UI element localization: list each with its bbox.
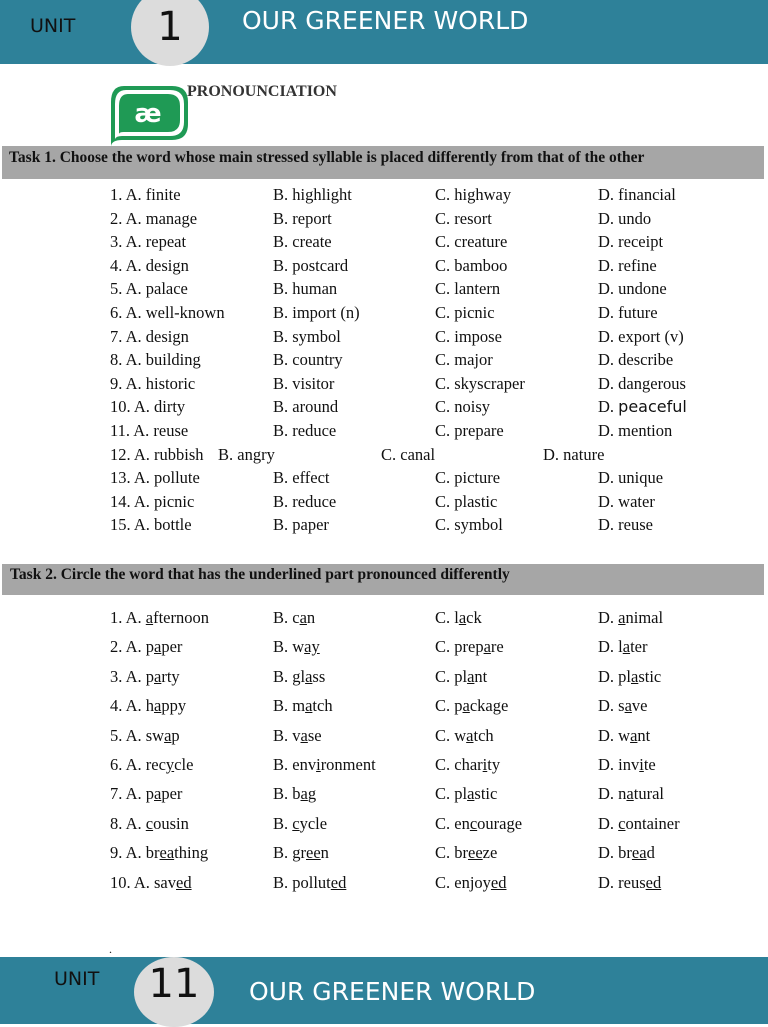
task1-option-d[interactable]: D. water [598,491,655,511]
task1-option-d[interactable]: D. future [598,303,658,322]
task2-question-row [0,755,768,777]
underlined-part: ed [490,872,507,892]
underlined-part: ed [330,872,347,892]
underlined-part: c [145,813,154,833]
task1-option-b[interactable]: B. reduce [273,491,337,511]
task1-option-b[interactable]: B. postcard [273,255,349,275]
underlined-part: a [300,725,308,745]
underlined-part: a [154,637,162,657]
task1-option-d[interactable]: D. unique [598,468,664,488]
task1-option-b[interactable]: B. around [273,397,339,417]
task2-option-d[interactable]: D. bread [598,843,655,863]
task1-question-row [0,327,768,349]
task2-question-row [0,637,768,659]
underlined-part: a [483,637,491,657]
task1-option-a[interactable]: 1. A. finite [110,185,181,204]
task1-option-a[interactable]: 4. A. design [110,255,189,275]
task1-option-a[interactable]: 3. A. repeat [110,232,187,252]
task1-option-c[interactable]: C. prepare [435,421,504,440]
underlined-part: a [154,696,162,716]
underlined-part: c [469,813,478,833]
task2-question-row [0,608,768,630]
task2-option-d[interactable]: D. reused [598,872,662,892]
task1-option-c[interactable]: C. resort [435,208,492,228]
underlined-part: a [458,608,467,627]
task2-option-a[interactable]: 10. A. saved [110,872,192,892]
task2-question-row [0,843,768,865]
task1-option-d[interactable]: D. reuse [598,515,653,535]
task1-option-a[interactable]: 11. A. reuse [110,421,189,440]
unit-title: OUR GREENER WORLD [242,6,529,35]
underlined-part: ea [159,843,175,863]
task2-option-c[interactable]: C. prepare [435,637,504,657]
task2-option-a[interactable]: 1. A. afternoon [110,608,209,627]
task2-option-c[interactable]: C. plastic [435,784,498,804]
underlined-part: a [299,608,307,627]
top-banner [0,0,768,64]
task1-question-row [0,468,768,490]
underlined-part: ea [631,843,647,863]
task2-option-b[interactable]: B. match [273,696,333,716]
underlined-part: a [630,725,638,745]
task1-option-c[interactable]: C. skyscraper [435,373,525,393]
task1-option-d[interactable]: D. export (v) [598,326,684,346]
task1-option-d[interactable]: D. receipt [598,232,664,252]
task1-question-row [0,279,768,301]
underlined-part: ed [176,872,192,892]
task1-option-d[interactable]: D. financial [598,185,676,204]
task1-option-a[interactable]: 12. A. rubbish [110,444,204,464]
task2-option-b[interactable]: B. green [273,843,329,863]
task1-option-c[interactable]: C. noisy [435,397,491,417]
underlined-part: a [154,784,162,804]
task1-option-d[interactable]: D. describe [598,350,674,370]
task1-option-d[interactable]: D. dangerous [598,373,686,393]
task2-option-a[interactable]: 6. A. recycle [110,755,194,774]
task1-option-b[interactable]: B. human [273,279,338,299]
task1-option-b[interactable]: B. paper [273,515,329,535]
stray-dot: . [109,942,112,956]
underlined-part: ed [645,872,662,892]
underlined-part: c [618,813,626,833]
task2-option-a[interactable]: 8. A. cousin [110,813,189,833]
task1-option-c[interactable]: C. major [435,350,493,370]
task1-option-a[interactable]: 9. A. historic [110,373,196,393]
task2-option-a[interactable]: 3. A. party [110,666,180,686]
unit-label: UNIT [30,15,76,37]
task2-option-b[interactable]: B. can [273,608,316,627]
underlined-part: a [467,666,475,686]
task1-option-b[interactable]: B. create [273,232,332,252]
bottom-banner [0,957,768,1024]
underlined-part: ee [306,843,321,863]
task1-option-b[interactable]: B. import (n) [273,303,360,322]
task1-option-b[interactable]: B. angry [218,444,275,464]
task1-option-d[interactable]: D. undo [598,208,652,228]
speech-bubble-icon [108,82,192,148]
task2-question-row [0,696,768,718]
task1-option-a[interactable]: 5. A. palace [110,279,188,299]
task1-option-b[interactable]: B. country [273,350,343,370]
task2-option-b[interactable]: B. glass [273,666,326,686]
task1-option-a[interactable]: 2. A. manage [110,208,198,228]
underlined-part: ay [304,637,320,657]
footer-unit-label: UNIT [54,968,100,990]
task2-option-b[interactable]: B. way [273,637,320,657]
task1-option-c[interactable]: C. plastic [435,491,498,511]
underlined-part: a [467,784,475,804]
task1-option-b[interactable]: B. effect [273,468,330,488]
task2-option-a[interactable]: 5. A. swap [110,725,180,745]
task1-option-c[interactable]: C. impose [435,326,502,346]
underlined-part: i [482,755,488,774]
task2-option-b[interactable]: B. vase [273,725,322,745]
task1-option-a[interactable]: 6. A. well-known [110,303,225,322]
task1-option-b[interactable]: B. report [273,208,332,228]
task2-option-d[interactable]: D. want [598,725,651,745]
task1-option-c[interactable]: C. picnic [435,303,495,322]
task1-option-d[interactable]: D. mention [598,421,673,440]
task2-question-row [0,814,768,836]
task2-option-d[interactable]: D. container [598,813,680,833]
underlined-part: a [305,696,313,716]
task1-option-a[interactable]: 10. A. dirty [110,397,186,417]
task1-option-a[interactable]: 7. A. design [110,326,189,346]
task2-heading: Task 2. Circle the word that has the underlined part pronounced differently [2,564,764,595]
underlined-part: a [462,696,470,716]
task2-option-c[interactable]: C. package [435,696,509,716]
underlined-part: a [154,666,162,686]
task1-option-b[interactable]: B. reduce [273,421,337,440]
section-title: PRONOUNCIATION [187,83,337,100]
task2-question-row [0,726,768,748]
task1-question-row [0,374,768,396]
task2-option-d[interactable]: D. plastic [598,666,662,686]
task2-option-d[interactable]: D. later [598,637,648,657]
option-word: peaceful [618,397,687,417]
task2-question-row [0,784,768,806]
underlined-part: a [305,666,313,686]
task1-option-a[interactable]: 14. A. picnic [110,491,195,511]
task1-option-d[interactable]: D. refine [598,255,657,275]
task2-option-c[interactable]: C. plant [435,666,488,686]
task1-option-a[interactable]: 15. A. bottle [110,515,192,535]
task1-question-row [0,397,768,419]
underlined-part: a [164,725,172,745]
underlined-part: a [626,784,634,804]
task1-option-c[interactable]: C. highway [435,185,512,204]
task2-option-d[interactable]: D. save [598,696,648,716]
task1-option-c[interactable]: C. bamboo [435,255,508,275]
task2-option-c[interactable]: C. breeze [435,843,498,863]
task2-option-a[interactable]: 7. A. paper [110,784,183,804]
underlined-part: y [165,755,175,774]
task2-option-b[interactable]: B. bag [273,784,317,804]
task2-option-a[interactable]: 4. A. happy [110,696,187,716]
task2-option-b[interactable]: B. cycle [273,813,328,833]
task1-question-row [0,350,768,372]
task2-option-c[interactable]: C. encourage [435,813,523,833]
task1-question-row [0,492,768,514]
task2-option-b[interactable]: B. environment [273,755,376,774]
underlined-part: c [292,813,300,833]
task2-option-b[interactable]: B. polluted [273,872,347,892]
task1-option-d[interactable]: D. nature [543,444,605,464]
task1-question-row [0,209,768,231]
task1-option-b[interactable]: B. highlight [273,185,352,204]
task2-question-row [0,667,768,689]
task1-option-a[interactable]: 8. A. building [110,350,201,370]
task2-option-d[interactable]: D. invite [598,755,656,774]
underlined-part: a [300,784,308,804]
task2-option-c[interactable]: C. charity [435,755,501,774]
task2-question-row [0,873,768,895]
underlined-part: a [145,608,154,627]
task1-option-c[interactable]: C. picture [435,468,501,488]
task2-option-c[interactable]: C. lack [435,608,482,627]
task1-option-a[interactable]: 13. A. pollute [110,468,200,488]
underlined-part: a [622,637,631,657]
task1-question-row [0,232,768,254]
underlined-part: a [624,696,632,716]
task2-option-a[interactable]: 2. A. paper [110,637,183,657]
unit-number-badge: 1 [131,0,209,66]
task2-option-a[interactable]: 9. A. breathing [110,843,209,863]
underlined-part: ee [468,843,483,863]
task1-question-row [0,515,768,537]
task1-question-row [0,256,768,278]
task1-question-row [0,421,768,443]
task2-option-c[interactable]: C. enjoyed [435,872,507,892]
task1-option-c[interactable]: C. lantern [435,279,501,299]
task2-option-c[interactable]: C. watch [435,725,494,745]
task1-option-c[interactable]: C. symbol [435,515,503,535]
task1-question-row [0,185,768,207]
underlined-part: i [316,755,321,774]
task2-option-d[interactable]: D. natural [598,784,664,804]
underlined-part: a [618,608,626,627]
task1-option-b[interactable]: B. visitor [273,373,335,393]
underlined-part: a [631,666,639,686]
footer-unit-number-badge: 11 [134,957,214,1027]
underlined-part: a [466,725,474,745]
task1-question-row [0,445,768,467]
task1-heading: Task 1. Choose the word whose main stressed syllable is placed differently from that of the other [2,146,764,179]
task1-option-b[interactable]: B. symbol [273,326,341,346]
task1-option-d[interactable]: D. undone [598,279,667,299]
task1-option-c[interactable]: C. creature [435,232,508,252]
task1-option-c[interactable]: C. canal [381,444,436,464]
footer-unit-title: OUR GREENER WORLD [249,977,536,1006]
task2-option-d[interactable]: D. animal [598,608,664,627]
task1-option-d[interactable]: D. peaceful [598,397,687,417]
ae-glyph: æ [134,99,162,129]
task1-question-row [0,303,768,325]
underlined-part: i [639,755,644,774]
